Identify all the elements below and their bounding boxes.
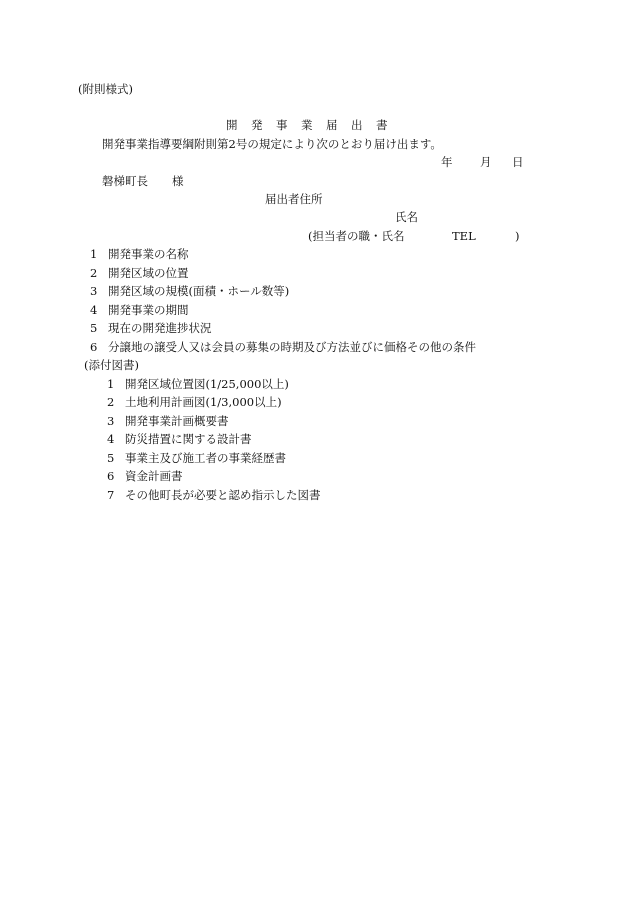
date-year-label: 年 [441,155,453,169]
attachment-text: 開発事業計画概要書 [125,414,229,428]
attachments-heading: (添付図書) [84,358,139,372]
list-item [90,286,289,298]
list-item [90,268,189,280]
attachment-text: 開発区域位置図(1/25,000以上) [125,377,289,391]
date-day-label: 日 [512,155,524,169]
attachment-item [107,471,183,483]
addressee-name: 磐梯町長 [102,174,148,188]
applicant-name-label: 氏名 [395,210,418,224]
item-text: 現在の開発進捗状況 [108,321,212,335]
item-text: 分譲地の譲受人又は会員の募集の時期及び方法並びに価格その他の条件 [108,340,476,354]
date-month-label: 月 [480,155,492,169]
list-item [90,323,212,335]
attachment-text: 資金計画書 [125,469,183,483]
item-number: 3 [90,284,98,298]
list-item [90,249,189,261]
list-item [90,305,189,317]
attachment-item [107,416,229,428]
addressee-honorific: 様 [172,174,184,188]
contact-person-label: (担当者の職・氏名 [308,229,405,243]
item-number: 6 [90,340,98,354]
applicant-address-label: 届出者住所 [265,192,323,206]
contact-close-paren: ) [515,229,520,243]
attachment-number: 4 [107,432,115,446]
form-label: (附則様式) [78,82,133,96]
attachment-text: 土地利用計画図(1/3,000以上) [125,395,282,409]
attachment-text: 事業主及び施工者の事業経歴書 [125,451,286,465]
item-text: 開発区域の規模(面積・ホール数等) [108,284,290,298]
item-text: 開発事業の期間 [108,303,189,317]
document-title: 開 発 事 業 届 出 書 [226,118,389,132]
item-text: 開発事業の名称 [108,247,189,261]
attachment-text: 防災措置に関する設計書 [125,432,252,446]
tel-label: TEL [452,229,476,243]
attachment-number: 6 [107,469,115,483]
intro-text: 開発事業指導要綱附則第2号の規定により次のとおり届け出ます。 [102,137,442,151]
item-text: 開発区域の位置 [108,266,189,280]
item-number: 1 [90,247,98,261]
item-number: 4 [90,303,98,317]
attachment-item [107,490,321,502]
attachment-number: 7 [107,488,115,502]
item-number: 5 [90,321,98,335]
attachment-number: 2 [107,395,115,409]
attachment-number: 1 [107,377,115,391]
attachment-item [107,453,286,465]
attachment-item [107,379,289,391]
list-item [90,342,476,354]
attachment-text: その他町長が必要と認め指示した図書 [125,488,321,502]
attachment-number: 5 [107,451,115,465]
item-number: 2 [90,266,98,280]
attachment-item [107,434,252,446]
attachment-item [107,397,282,409]
attachment-number: 3 [107,414,115,428]
